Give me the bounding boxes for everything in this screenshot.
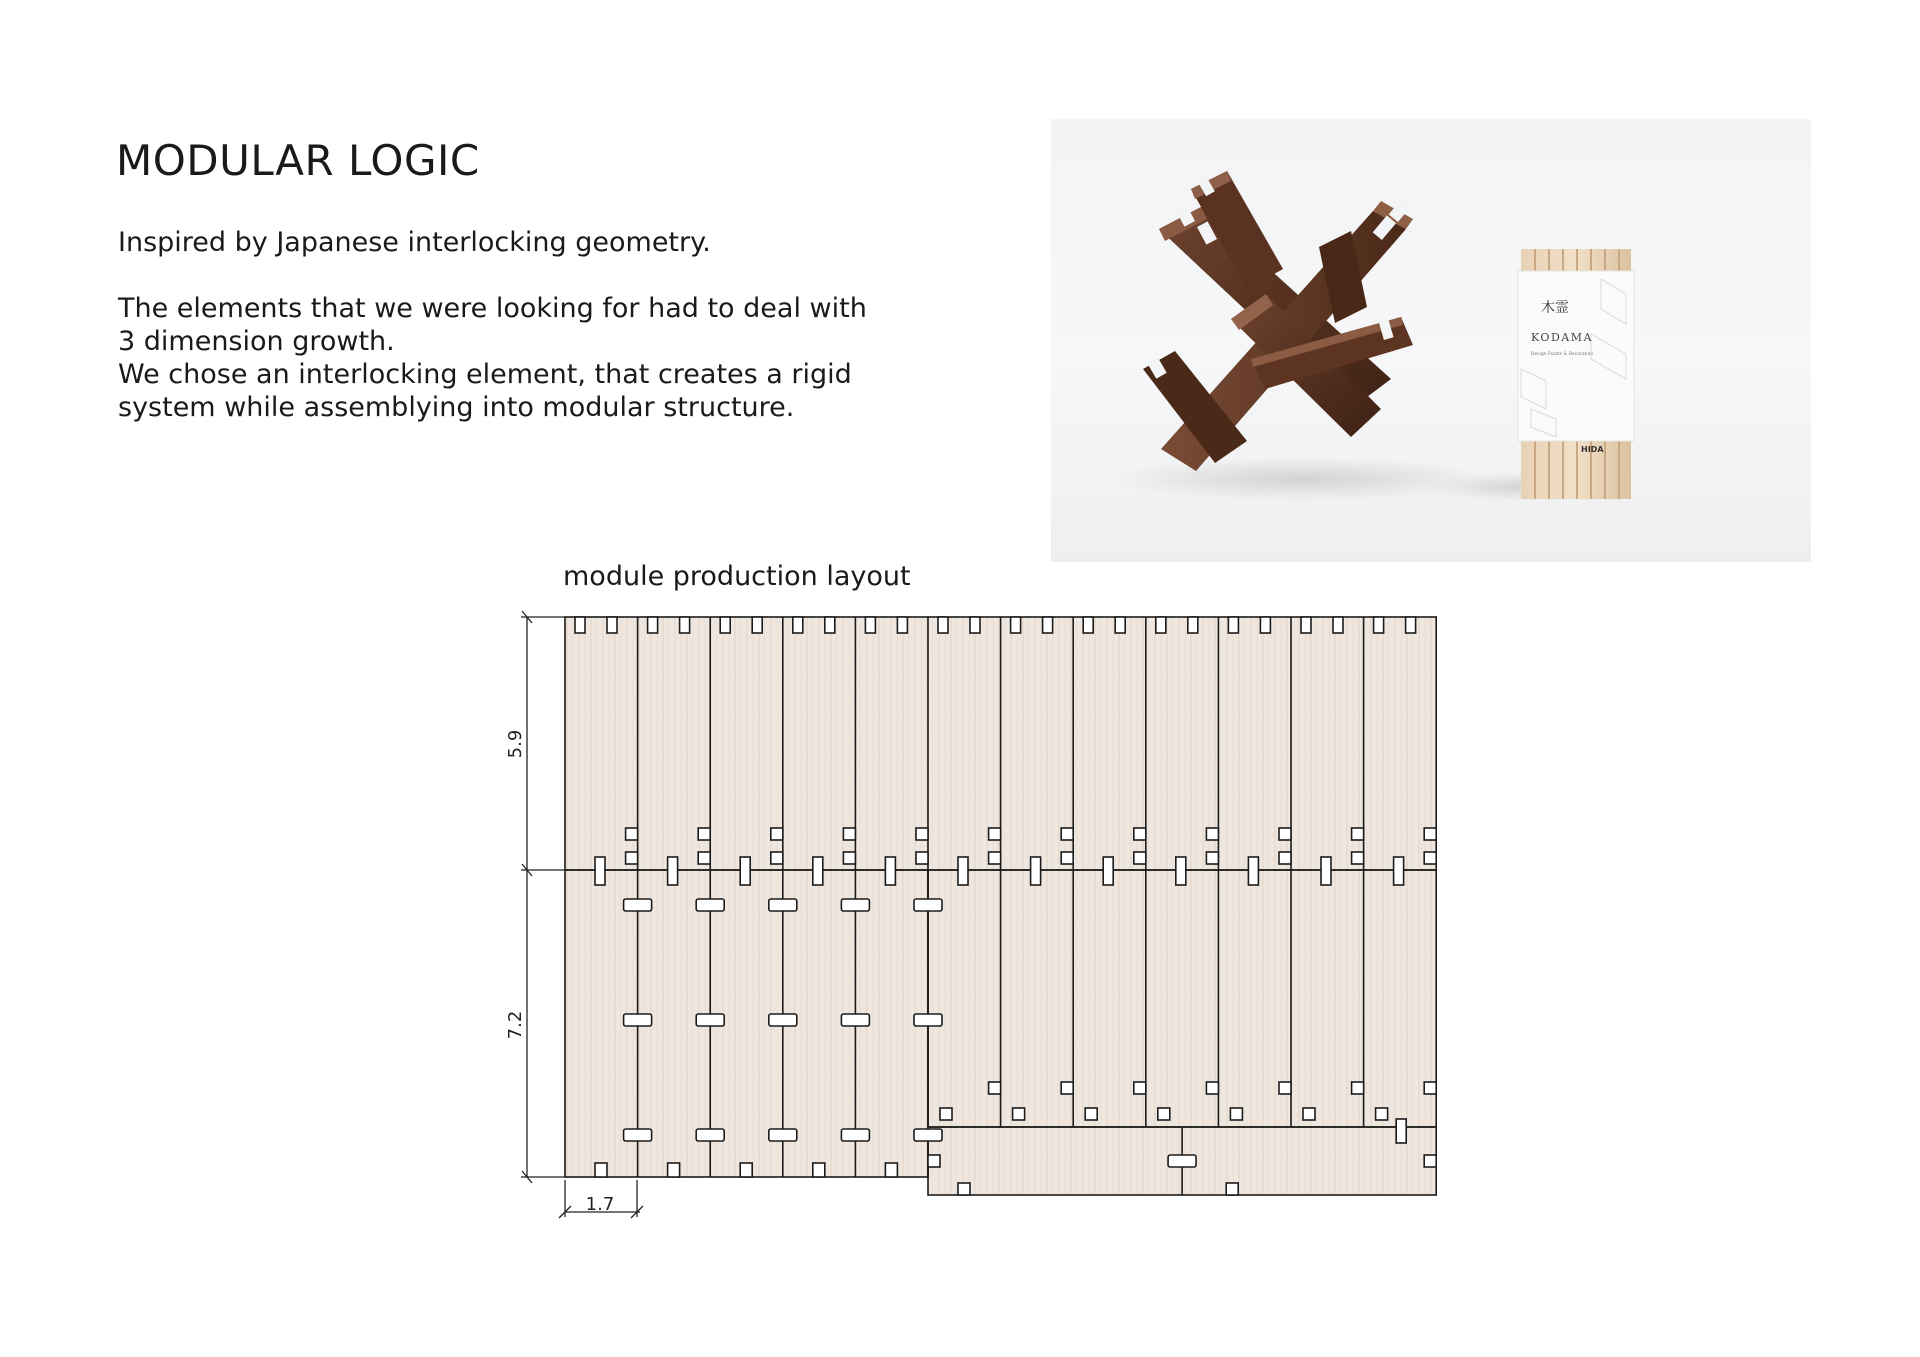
top-notch — [1043, 617, 1053, 633]
side-tab — [626, 852, 638, 864]
middle-slot — [1248, 857, 1258, 885]
side-tab — [771, 828, 783, 840]
side-tab — [1061, 852, 1073, 864]
side-tab — [1424, 852, 1436, 864]
side-tab — [989, 852, 1001, 864]
cut-lines — [565, 617, 1436, 1195]
middle-slot — [595, 857, 605, 885]
side-tab — [698, 852, 710, 864]
cross-slot — [769, 1014, 797, 1026]
paragraph-gap — [118, 259, 898, 292]
top-notch — [1115, 617, 1125, 633]
middle-slot — [1321, 857, 1331, 885]
dimension-label-width: 1.7 — [585, 1194, 615, 1215]
side-tab — [1206, 852, 1218, 864]
side-tab — [1158, 1108, 1170, 1120]
side-tab — [1352, 852, 1364, 864]
side-tab — [1352, 1082, 1364, 1094]
page-title: MODULAR LOGIC — [116, 136, 480, 185]
puzzle-shadow — [1111, 457, 1491, 501]
dimension-label-top: 5.9 — [505, 729, 526, 759]
top-module-band — [565, 617, 1436, 870]
side-tab — [1085, 1108, 1097, 1120]
plywood-sheet — [565, 617, 1436, 1195]
top-notch — [680, 617, 690, 633]
side-tab — [1279, 1082, 1291, 1094]
bottom-notch — [740, 1163, 752, 1177]
side-tab — [1013, 1108, 1025, 1120]
package-title: KODAMA — [1531, 331, 1593, 344]
top-band-outline — [565, 617, 1436, 870]
cross-slot — [841, 1014, 869, 1026]
side-tab — [1061, 1082, 1073, 1094]
bottom-left-outline — [565, 870, 928, 1177]
side-tab — [1230, 1108, 1242, 1120]
side-tab — [916, 828, 928, 840]
top-notch — [938, 617, 948, 633]
intro-line: Inspired by Japanese interlocking geometry. — [118, 227, 711, 258]
side-tab — [1134, 1082, 1146, 1094]
top-notch — [575, 617, 585, 633]
cross-slot — [769, 899, 797, 911]
middle-slot — [1031, 857, 1041, 885]
package-kanji: 木霊 — [1541, 300, 1569, 316]
top-notch — [648, 617, 658, 633]
middle-slot — [1176, 857, 1186, 885]
top-notch — [1406, 617, 1416, 633]
side-tab — [1279, 828, 1291, 840]
strip-outline — [928, 1127, 1436, 1195]
side-tab — [1303, 1108, 1315, 1120]
top-notch — [752, 617, 762, 633]
side-tab — [989, 1082, 1001, 1094]
side-tab — [1424, 828, 1436, 840]
bottom-right-outline — [928, 870, 1436, 1127]
intro-line: The elements that we were looking for had to deal with — [118, 293, 867, 324]
intro-line: We chose an interlocking element, that creates a rigid — [118, 359, 852, 390]
middle-slot — [1394, 857, 1404, 885]
intro-text — [118, 226, 898, 424]
intro-line: 3 dimension growth. — [118, 326, 395, 357]
cross-slot — [624, 899, 652, 911]
side-tab — [1352, 828, 1364, 840]
product-photo — [1051, 119, 1811, 562]
bottom-notch — [668, 1163, 680, 1177]
side-tab — [989, 828, 1001, 840]
kodama-package — [1518, 249, 1634, 499]
top-notch — [720, 617, 730, 633]
strip-notch — [1226, 1183, 1238, 1195]
top-notch — [865, 617, 875, 633]
side-tab — [1134, 852, 1146, 864]
side-tab — [1424, 1082, 1436, 1094]
side-tab — [1206, 1082, 1218, 1094]
side-tab — [698, 828, 710, 840]
cross-slot — [696, 899, 724, 911]
bottom-left-module-band — [565, 870, 928, 1177]
cross-slot — [696, 1129, 724, 1141]
walnut-puzzle — [1143, 171, 1413, 471]
top-notch — [607, 617, 617, 633]
side-tab — [1134, 828, 1146, 840]
horizontal-strip — [928, 1127, 1436, 1195]
middle-slot — [813, 857, 823, 885]
top-notch — [1301, 617, 1311, 633]
wooden-puzzle-illustration — [1051, 119, 1811, 562]
side-tab — [916, 852, 928, 864]
side-tab — [843, 852, 855, 864]
package-subtitle: Design Puzzle & Decoration — [1531, 352, 1594, 357]
dimension-lines — [521, 611, 643, 1218]
middle-slot — [740, 857, 750, 885]
side-tab — [1206, 828, 1218, 840]
bottom-notch — [595, 1163, 607, 1177]
top-notch — [793, 617, 803, 633]
middle-slot — [668, 857, 678, 885]
cross-slot — [914, 1014, 942, 1026]
strip-notch — [958, 1183, 970, 1195]
cross-slot — [914, 899, 942, 911]
side-tab — [843, 828, 855, 840]
strip-tab — [928, 1155, 940, 1167]
bottom-notch — [885, 1163, 897, 1177]
strip-slot — [1168, 1155, 1196, 1167]
side-tab — [1279, 852, 1291, 864]
middle-slot — [885, 857, 895, 885]
top-notch — [897, 617, 907, 633]
top-notch — [1228, 617, 1238, 633]
top-notch — [1333, 617, 1343, 633]
drawing-label: module production layout — [563, 561, 911, 592]
bottom-right-module-band — [928, 870, 1436, 1127]
cross-slot — [624, 1129, 652, 1141]
cross-slot — [841, 1129, 869, 1141]
top-notch — [1156, 617, 1166, 633]
cross-slot — [696, 1014, 724, 1026]
dimension-label-bottom: 7.2 — [505, 1010, 526, 1040]
cross-slot — [624, 1014, 652, 1026]
top-notch — [1188, 617, 1198, 633]
top-notch — [1374, 617, 1384, 633]
bottom-notch — [813, 1163, 825, 1177]
intro-line: system while assemblying into modular structure. — [118, 392, 795, 423]
side-tab — [940, 1108, 952, 1120]
middle-slot — [1103, 857, 1113, 885]
package-brand: HIDA — [1581, 445, 1604, 454]
middle-slot — [958, 857, 968, 885]
top-notch — [1083, 617, 1093, 633]
side-tab — [626, 828, 638, 840]
cross-slot — [841, 899, 869, 911]
top-notch — [1260, 617, 1270, 633]
cross-slot — [769, 1129, 797, 1141]
side-tab — [1061, 828, 1073, 840]
side-tab — [1376, 1108, 1388, 1120]
top-notch — [1011, 617, 1021, 633]
side-tab — [771, 852, 783, 864]
top-notch — [825, 617, 835, 633]
strip-slot — [1396, 1119, 1406, 1143]
cross-slot — [914, 1129, 942, 1141]
strip-tab — [1424, 1155, 1436, 1167]
top-notch — [970, 617, 980, 633]
